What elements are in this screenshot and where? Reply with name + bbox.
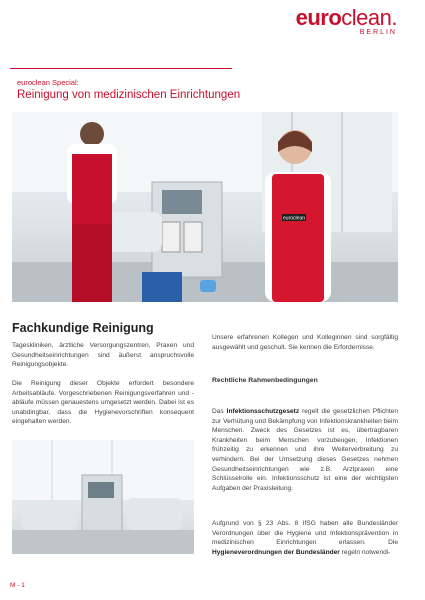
right-paragraph-3	[212, 519, 398, 557]
vest-badge-text: euroclean	[283, 215, 305, 222]
page-title: Reinigung von medizinischen Einrichtungen	[17, 89, 241, 101]
legal-subheading: Rechtliche Rahmenbedingungen	[212, 377, 318, 384]
logo-wordmark	[296, 4, 397, 32]
clinic-illustration	[12, 440, 194, 554]
left-paragraph-2: Die Reinigung dieser Objekte erfordert besondere Arbeitsabläufe. Vorgeschriebenen Reinigungsverfahren und -abläufe müssen genauestens umgesetzt werden. Dabei ist es unabdingbar, dass die Hygienevorschriften konsequent eingehalten werden.	[12, 380, 194, 426]
hero-illustration	[12, 112, 398, 302]
p2-emphasis: Infektionsschutzgesetz	[226, 408, 300, 415]
left-paragraph-1: Tageskliniken, ärztliche Versorgungszentren, Praxen und Gesundheitseinrichtungen sind äußerst anspruchsvolle Reinigungsobjekte.	[12, 342, 194, 369]
special-label: euroclean Special:	[17, 78, 79, 87]
p2-text-end: regelt die gesetzlichen Pflichten zur Verhütung und Bekämpfung von Infektionskrankheiten beim Menschen. Zweck des Gesetzes ist es, übertragbaren Krankheiten beim Menschen vorzubeugen, Infektionen frühzeitig zu erkennen und ihre Weiterverbreitung zu verhindern. Bei der Umsetzung dieses Gesetzes nehmen Gesundheitseinrichtungen wie z.B. Arztpraxen eine Schlüsselrolle ein. Infektionsschutz ist eine der wichtigsten Aufgaben der Praxisleitung.	[212, 408, 398, 492]
right-paragraph-2	[212, 407, 398, 493]
hero-photo	[12, 112, 398, 302]
p3-text-start: Aufgrund von § 23 Abs. 8 IfSG haben alle Bundesländer Verordnungen über die Hygiene und Infektionsprävention in medizinischen Einrichtungen erlassen. Die	[212, 520, 398, 547]
logo-part-euro: euro	[295, 5, 342, 30]
logo-part-clean: clean.	[341, 5, 397, 30]
clinic-photo	[12, 440, 194, 554]
page-number: M - 1	[10, 582, 25, 589]
p3-text-end: regeln notwendi-	[339, 548, 391, 556]
section-heading: Fachkundige Reinigung	[12, 321, 154, 335]
special-header	[10, 68, 241, 109]
p2-text-start: Das	[212, 408, 227, 415]
right-paragraph-1: Unsere erfahrenen Kollegen und Kolleginnen sind sorgfältig ausgewählt und geschult. Sie kennen die Erfordernisse.	[212, 334, 398, 351]
logo-city: BERLIN	[359, 29, 397, 36]
brand-logo	[296, 4, 397, 36]
p3-emphasis: Hygieneverordnungen der Bundesländer	[212, 548, 340, 556]
